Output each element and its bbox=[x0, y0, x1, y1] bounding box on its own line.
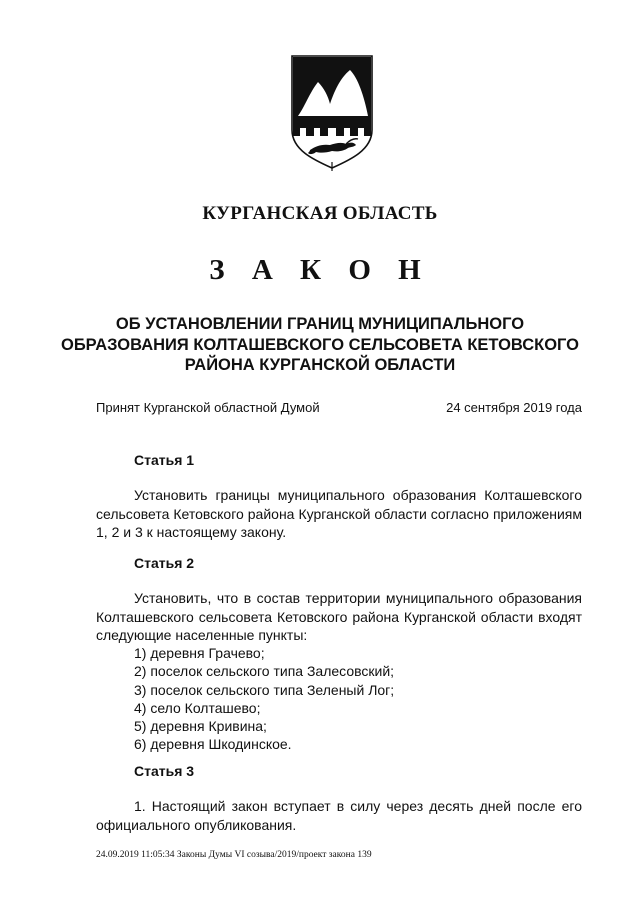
list-item: 4) село Колташево; bbox=[134, 699, 261, 716]
article-2-paragraph: Установить, что в состав территории муниципального образования Колташевского сельсовета Кетовского района Курганской области входят следующие населенные пункты: bbox=[96, 590, 582, 643]
article-1-heading: Статья 1 bbox=[134, 452, 195, 468]
article-1-paragraph: Установить границы муниципального образования Колташевского сельсовета Кетовского района Курганской области согласно приложениям 1, 2 и 3 к настоящему закону. bbox=[96, 487, 582, 540]
list-item: 1) деревня Грачево; bbox=[134, 645, 265, 661]
law-title: ОБ УСТАНОВЛЕНИИ ГРАНИЦ МУНИЦИПАЛЬНОГО ОБРАЗОВАНИЯ КОЛТАШЕВСКОГО СЕЛЬСОВЕТА КЕТОВСКОГО РАЙОНА КУРГАНСКОЙ ОБЛАСТИ bbox=[60, 315, 580, 374]
adopted-by: Принят Курганской областной Думой bbox=[96, 400, 320, 415]
list-item: 5) деревня Кривина; bbox=[134, 718, 267, 735]
article-3-paragraph: 1. Настоящий закон вступает в силу через десять дней после его официального опубликования. bbox=[96, 798, 582, 833]
region-name: КУРГАНСКАЯ ОБЛАСТЬ bbox=[202, 203, 438, 224]
list-item: 3) поселок сельского типа Зеленый Лог; bbox=[134, 681, 395, 698]
list-item: 2) поселок сельского типа Залесовский; bbox=[134, 663, 395, 680]
article-3-heading: Статья 3 bbox=[134, 763, 195, 779]
kurgan-coat-of-arms-icon bbox=[288, 52, 376, 172]
article-2-heading: Статья 2 bbox=[134, 555, 195, 571]
list-item: 6) деревня Шкодинское. bbox=[134, 736, 292, 753]
document-type: З А К О Н bbox=[209, 254, 431, 286]
settlements-list bbox=[134, 644, 394, 754]
footer-stamp: 24.09.2019 11:05:34 Законы Думы VI созыва/2019/проект закона 139 bbox=[96, 850, 372, 860]
adoption-date: 24 сентября 2019 года bbox=[446, 400, 582, 415]
